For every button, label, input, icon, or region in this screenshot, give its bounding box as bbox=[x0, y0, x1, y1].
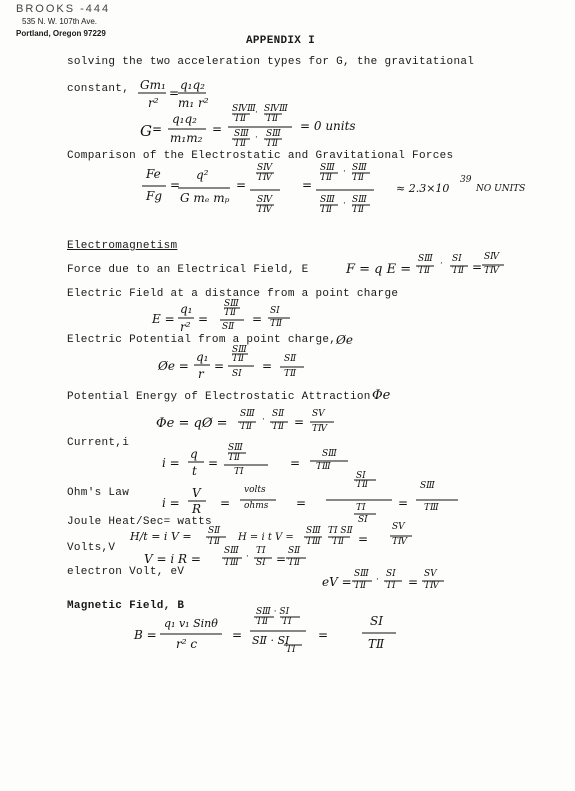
eq-fg: Fg bbox=[146, 189, 163, 203]
ep-q: q₁ bbox=[196, 350, 209, 364]
ohm-s-res-d: TⅢ bbox=[424, 503, 439, 513]
ohm-eq: i = bbox=[162, 496, 180, 510]
ff-s3: SⅣ bbox=[484, 252, 500, 262]
eq-compare-units: NO UNITS bbox=[476, 184, 526, 194]
eq-s1-num: SⅣ bbox=[257, 163, 273, 173]
eq-compare-result: ≈ 2.3×10 bbox=[396, 182, 450, 195]
pe-s1-d: TⅡ bbox=[240, 422, 253, 432]
mag-den: r² c bbox=[176, 637, 198, 651]
eq-g-s-top-a: SⅣⅢ bbox=[232, 104, 256, 114]
equals-sign: = bbox=[472, 260, 483, 274]
stamp-city: Portland, Oregon 97229 bbox=[16, 29, 106, 38]
current-label: Current,i bbox=[67, 437, 130, 449]
equals-sign: = bbox=[236, 178, 247, 192]
eq-g-result: = 0 units bbox=[300, 119, 356, 133]
equals-sign: = bbox=[296, 496, 307, 510]
ff-s1: SⅢ bbox=[418, 254, 433, 264]
eq-g-s-top-a-d: TⅡ bbox=[234, 114, 247, 124]
cur-s-res: SⅢ bbox=[322, 449, 337, 459]
eq-g-den: m₁m₂ bbox=[170, 131, 203, 145]
volts-s2-d: SⅠ bbox=[256, 558, 266, 568]
eq-g-s-bot-b-d: TⅡ bbox=[266, 139, 279, 149]
equals-sign: = bbox=[152, 122, 163, 136]
mag-s-res-d: TⅡ bbox=[368, 637, 385, 651]
eq-q-num: q₁q₂ bbox=[180, 78, 205, 92]
electric-field-label: Electric Field at a distance from a point charge bbox=[67, 288, 399, 300]
volts-label: Volts,V bbox=[67, 542, 116, 554]
eq-compare-exp: 39 bbox=[460, 175, 472, 185]
pe-s3: SⅤ bbox=[312, 409, 325, 419]
mag-s-top-d2: TⅠ bbox=[282, 617, 292, 627]
cur-s-top-d: TⅡ bbox=[228, 453, 241, 463]
ef-s-top-d: TⅡ bbox=[224, 308, 237, 318]
force-field-label: Force due to an Electrical Field, E bbox=[67, 264, 309, 276]
equals-sign: = bbox=[358, 532, 369, 546]
stamp-name: BROOKS -444 bbox=[16, 3, 111, 15]
equals-sign: = bbox=[262, 359, 273, 373]
intro-line-2: constant, bbox=[67, 83, 130, 95]
joule-h2-d: TⅡ bbox=[332, 537, 345, 547]
cur-s-top: SⅢ bbox=[228, 443, 243, 453]
equals-sign: = bbox=[220, 496, 231, 510]
stamp-address: 535 N. W. 107th Ave. bbox=[22, 17, 98, 26]
joule-h2: TⅠ SⅡ bbox=[328, 526, 353, 536]
mag-num: q₁ v₁ Sinθ bbox=[164, 617, 218, 630]
eq-q-squared: q² bbox=[196, 168, 209, 182]
equals-sign: = bbox=[276, 552, 287, 566]
eq-s2b-d: TⅡ bbox=[352, 173, 365, 183]
pe-s1: SⅢ bbox=[240, 409, 255, 419]
dot: · bbox=[376, 575, 379, 585]
dot: · bbox=[343, 167, 346, 177]
ohm-s-bot: SⅠ bbox=[358, 515, 368, 525]
eq-g-symbol: G bbox=[140, 122, 152, 140]
ep-r: r bbox=[198, 367, 204, 381]
dot: · bbox=[255, 108, 258, 118]
equals-sign: = bbox=[398, 496, 409, 510]
eq-g-s-top-b-d: TⅡ bbox=[266, 114, 279, 124]
potential-energy-symbol: Φe bbox=[372, 388, 391, 403]
pe-eq: Φe = qØ = bbox=[156, 416, 228, 431]
ohm-s-mid: TⅠ bbox=[356, 503, 366, 513]
joule-s-res: SⅤ bbox=[392, 522, 405, 532]
mag-s-top: SⅢ · SⅠ bbox=[256, 607, 290, 617]
volts-s1-d: TⅢ bbox=[224, 558, 239, 568]
ep-s-bot: SⅠ bbox=[232, 369, 242, 379]
dot: · bbox=[343, 199, 346, 209]
ohm-s-top-d: TⅡ bbox=[356, 480, 369, 490]
page-title: APPENDIX I bbox=[246, 35, 316, 47]
ev-label: electron Volt, eV bbox=[67, 566, 185, 578]
eq-s2a: SⅢ bbox=[320, 163, 335, 173]
joule-h-eq: H = i t V = bbox=[238, 532, 294, 543]
ohm-r: R bbox=[192, 502, 202, 516]
ep-s-res-d: TⅡ bbox=[284, 369, 297, 379]
eq-q-den: m₁ r² bbox=[178, 96, 209, 110]
ohm-volts: volts bbox=[244, 485, 266, 495]
dot: · bbox=[440, 259, 443, 269]
volts-s1: SⅢ bbox=[224, 546, 239, 556]
eq-s3b: SⅢ bbox=[352, 195, 367, 205]
joule-s1-d: TⅡ bbox=[208, 537, 221, 547]
pe-s2-d: TⅡ bbox=[272, 422, 285, 432]
ohm-v: V bbox=[192, 486, 201, 500]
cur-t: t bbox=[192, 464, 197, 478]
eq-s2a-d: TⅡ bbox=[320, 173, 333, 183]
ef-r: r² bbox=[180, 320, 191, 334]
volts-s2: TⅠ bbox=[256, 546, 266, 556]
eq-fe: Fe bbox=[146, 167, 161, 181]
ep-s-res: SⅡ bbox=[284, 354, 297, 364]
joule-h1-d: TⅢ bbox=[306, 537, 321, 547]
section-electromagnetism: Electromagnetism bbox=[67, 240, 178, 252]
cur-s-bot: TⅠ bbox=[234, 467, 244, 477]
mag-s-res: SⅠ bbox=[370, 614, 383, 628]
ff-s2-d: TⅡ bbox=[452, 266, 465, 276]
cur-eq: i = bbox=[162, 456, 180, 470]
volts-eq: V = i R = bbox=[144, 552, 201, 566]
mag-s-top-d1: TⅡ bbox=[256, 617, 269, 627]
joule-h1: SⅢ bbox=[306, 526, 321, 536]
eq-g-s-bot-a-d: TⅡ bbox=[234, 139, 247, 149]
force-field-eq: F = q E = bbox=[346, 262, 412, 277]
mag-s-bot-d: TⅠ bbox=[286, 645, 296, 655]
eq-g-num: q₁q₂ bbox=[172, 112, 197, 126]
ev-s1: SⅢ bbox=[354, 569, 369, 579]
ef-s-bot: SⅡ bbox=[222, 322, 235, 332]
eq-g-s-bot-b: SⅢ bbox=[266, 129, 281, 139]
equals-sign: = bbox=[252, 312, 263, 326]
cur-q: q bbox=[190, 447, 198, 461]
equals-sign: = bbox=[170, 178, 181, 192]
comparison-heading: Comparison of the Electrostatic and Gravitational Forces bbox=[67, 150, 454, 162]
ev-s2: SⅠ bbox=[386, 569, 396, 579]
eq-s1-den-d: TⅣ bbox=[257, 205, 272, 215]
eq-s1-den: SⅣ bbox=[257, 195, 273, 205]
ef-eq: E = bbox=[152, 312, 175, 326]
equals-sign: = bbox=[208, 456, 219, 470]
ef-s-res-d: TⅡ bbox=[270, 319, 283, 329]
magnetic-label: Magnetic Field, B bbox=[67, 600, 185, 612]
eq-gm-num: Gm₁ bbox=[140, 78, 166, 92]
ev-eq: eV = bbox=[322, 575, 352, 589]
ef-s-res: SⅠ bbox=[270, 306, 280, 316]
ep-eq: Øe = bbox=[158, 359, 189, 373]
joule-s-res-d: TⅣ bbox=[392, 537, 407, 547]
dot: · bbox=[246, 552, 249, 562]
ev-s1-d: TⅡ bbox=[354, 581, 367, 591]
mag-s-bot: SⅡ · SⅠ bbox=[252, 634, 290, 647]
pe-s3-d: TⅣ bbox=[312, 424, 327, 434]
equals-sign: = bbox=[302, 178, 313, 192]
intro-line-1: solving the two acceleration types for G, the gravitational bbox=[67, 56, 475, 68]
ff-s2: SⅠ bbox=[452, 254, 462, 264]
ohm-ohms: ohms bbox=[244, 501, 269, 511]
eq-s3b-d: TⅡ bbox=[352, 205, 365, 215]
potential-energy-label: Potential Energy of Electrostatic Attraction bbox=[67, 391, 371, 403]
eq-g-s-bot-a: SⅢ bbox=[234, 129, 249, 139]
equals-sign: = bbox=[318, 628, 329, 642]
ohm-s-top: SⅠ bbox=[356, 471, 366, 481]
ohm-s-res: SⅢ bbox=[420, 481, 435, 491]
eq-s2b: SⅢ bbox=[352, 163, 367, 173]
equals-sign: = bbox=[169, 86, 180, 100]
eq-g-s-top-b: SⅣⅢ bbox=[264, 104, 288, 114]
electric-potential-label: Electric Potential from a point charge, bbox=[67, 334, 337, 346]
ef-q: q₁ bbox=[180, 302, 193, 316]
joule-s1: SⅡ bbox=[208, 526, 221, 536]
dot: · bbox=[255, 133, 258, 143]
ep-s-top: SⅢ bbox=[232, 345, 247, 355]
equals-sign: = bbox=[408, 575, 419, 589]
ff-s3-d: TⅣ bbox=[484, 266, 499, 276]
electric-potential-symbol: Øe bbox=[336, 333, 353, 347]
equals-sign: = bbox=[198, 312, 209, 326]
eq-gmm: G mₑ mₚ bbox=[180, 191, 230, 205]
joule-label: Joule Heat/Sec= watts bbox=[67, 516, 212, 528]
volts-s-res: SⅡ bbox=[288, 546, 301, 556]
ohms-law-label: Ohm's Law bbox=[67, 487, 130, 499]
equals-sign: = bbox=[214, 359, 225, 373]
mag-eq: B = bbox=[134, 628, 157, 642]
pe-s2: SⅡ bbox=[272, 409, 285, 419]
eq-s3a-d: TⅡ bbox=[320, 205, 333, 215]
ef-s-top: SⅢ bbox=[224, 299, 239, 309]
equals-sign: = bbox=[212, 122, 223, 136]
volts-s-res-d: TⅡ bbox=[288, 558, 301, 568]
eq-s1-num-d: TⅣ bbox=[257, 173, 272, 183]
ep-s-top-d: TⅡ bbox=[232, 354, 245, 364]
ev-s-res-d: TⅣ bbox=[424, 581, 439, 591]
ev-s2-d: TⅠ bbox=[386, 581, 396, 591]
dot: · bbox=[262, 415, 265, 425]
ff-s1-d: TⅡ bbox=[418, 266, 431, 276]
eq-s3a: SⅢ bbox=[320, 195, 335, 205]
ev-s-res: SⅤ bbox=[424, 569, 437, 579]
joule-eq: H/t = i V = bbox=[130, 530, 192, 543]
equals-sign: = bbox=[294, 415, 305, 429]
equals-sign: = bbox=[232, 628, 243, 642]
equals-sign: = bbox=[290, 456, 301, 470]
eq-gm-den: r² bbox=[148, 96, 159, 110]
cur-s-res-d: TⅢ bbox=[316, 462, 331, 472]
